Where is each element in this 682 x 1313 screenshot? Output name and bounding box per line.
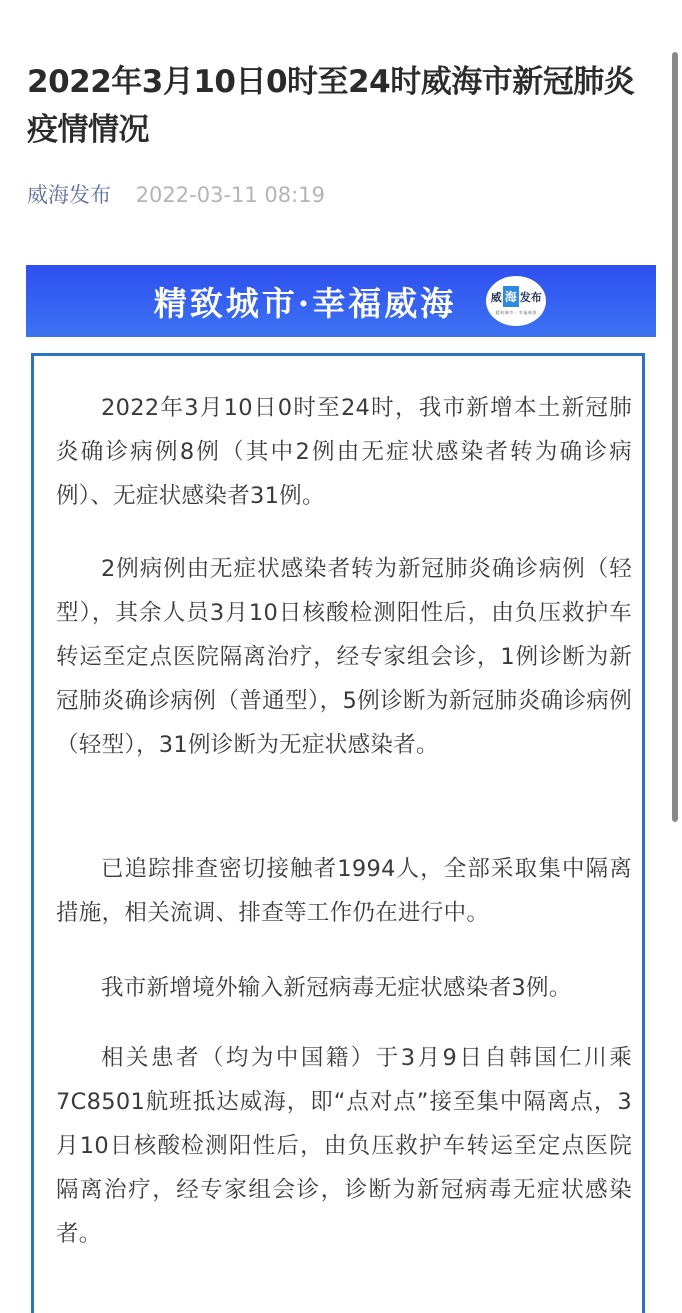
article-content-box xyxy=(31,353,645,1313)
paragraph-case-details: 2例病例由无症状感染者转为新冠肺炎确诊病例（轻型），其余人员3月10日核酸检测阳性后，由负压救护车转运至定点医院隔离治疗，经专家组会诊，1例诊断为新冠肺炎确诊病例（普通型），5例诊断为新冠肺炎确诊病例（轻型），31例诊断为无症状感染者。 xyxy=(56,556,632,758)
paragraph-close-contacts: 已追踪排查密切接触者1994人，全部采取集中隔离措施，相关流调、排查等工作仍在进行中。 xyxy=(56,856,632,926)
logo-wordmark xyxy=(491,286,542,307)
source-account-link[interactable]: 威海发布 xyxy=(27,183,111,207)
vertical-scrollbar[interactable] xyxy=(672,52,678,822)
header-banner-image xyxy=(26,265,656,337)
publish-time: 2022-03-11 08:19 xyxy=(135,183,325,207)
article-title: 2022年3月10日0时至24时威海市新冠肺炎疫情情况 xyxy=(27,64,635,148)
weihai-fabu-logo-icon xyxy=(486,276,546,326)
banner-slogan: 精致城市·幸福威海 xyxy=(153,283,457,323)
paragraph-imported-details: 相关患者（均为中国籍）于3月9日自韩国仁川乘7C8501航班抵达威海，即“点对点”接至集中隔离点，3月10日核酸检测阳性后，由负压救护车转运至定点医院隔离治疗，经专家组会诊，诊断为新冠病毒无症状感染者。 xyxy=(56,1045,632,1247)
paragraph-summary: 2022年3月10日0时至24时，我市新增本土新冠肺炎确诊病例8例（其中2例由无症状感染者转为确诊病例）、无症状感染者31例。 xyxy=(56,395,632,509)
logo-text-mark: 海 xyxy=(503,286,519,307)
logo-text-right: 发布 xyxy=(519,290,542,304)
logo-text-left: 威 xyxy=(490,290,502,304)
article-meta xyxy=(27,180,325,210)
logo-subtext: 精致城市 · 幸福威海 xyxy=(495,310,537,315)
paragraph-imported-cases: 我市新增境外输入新冠病毒无症状感染者3例。 xyxy=(101,975,572,1001)
